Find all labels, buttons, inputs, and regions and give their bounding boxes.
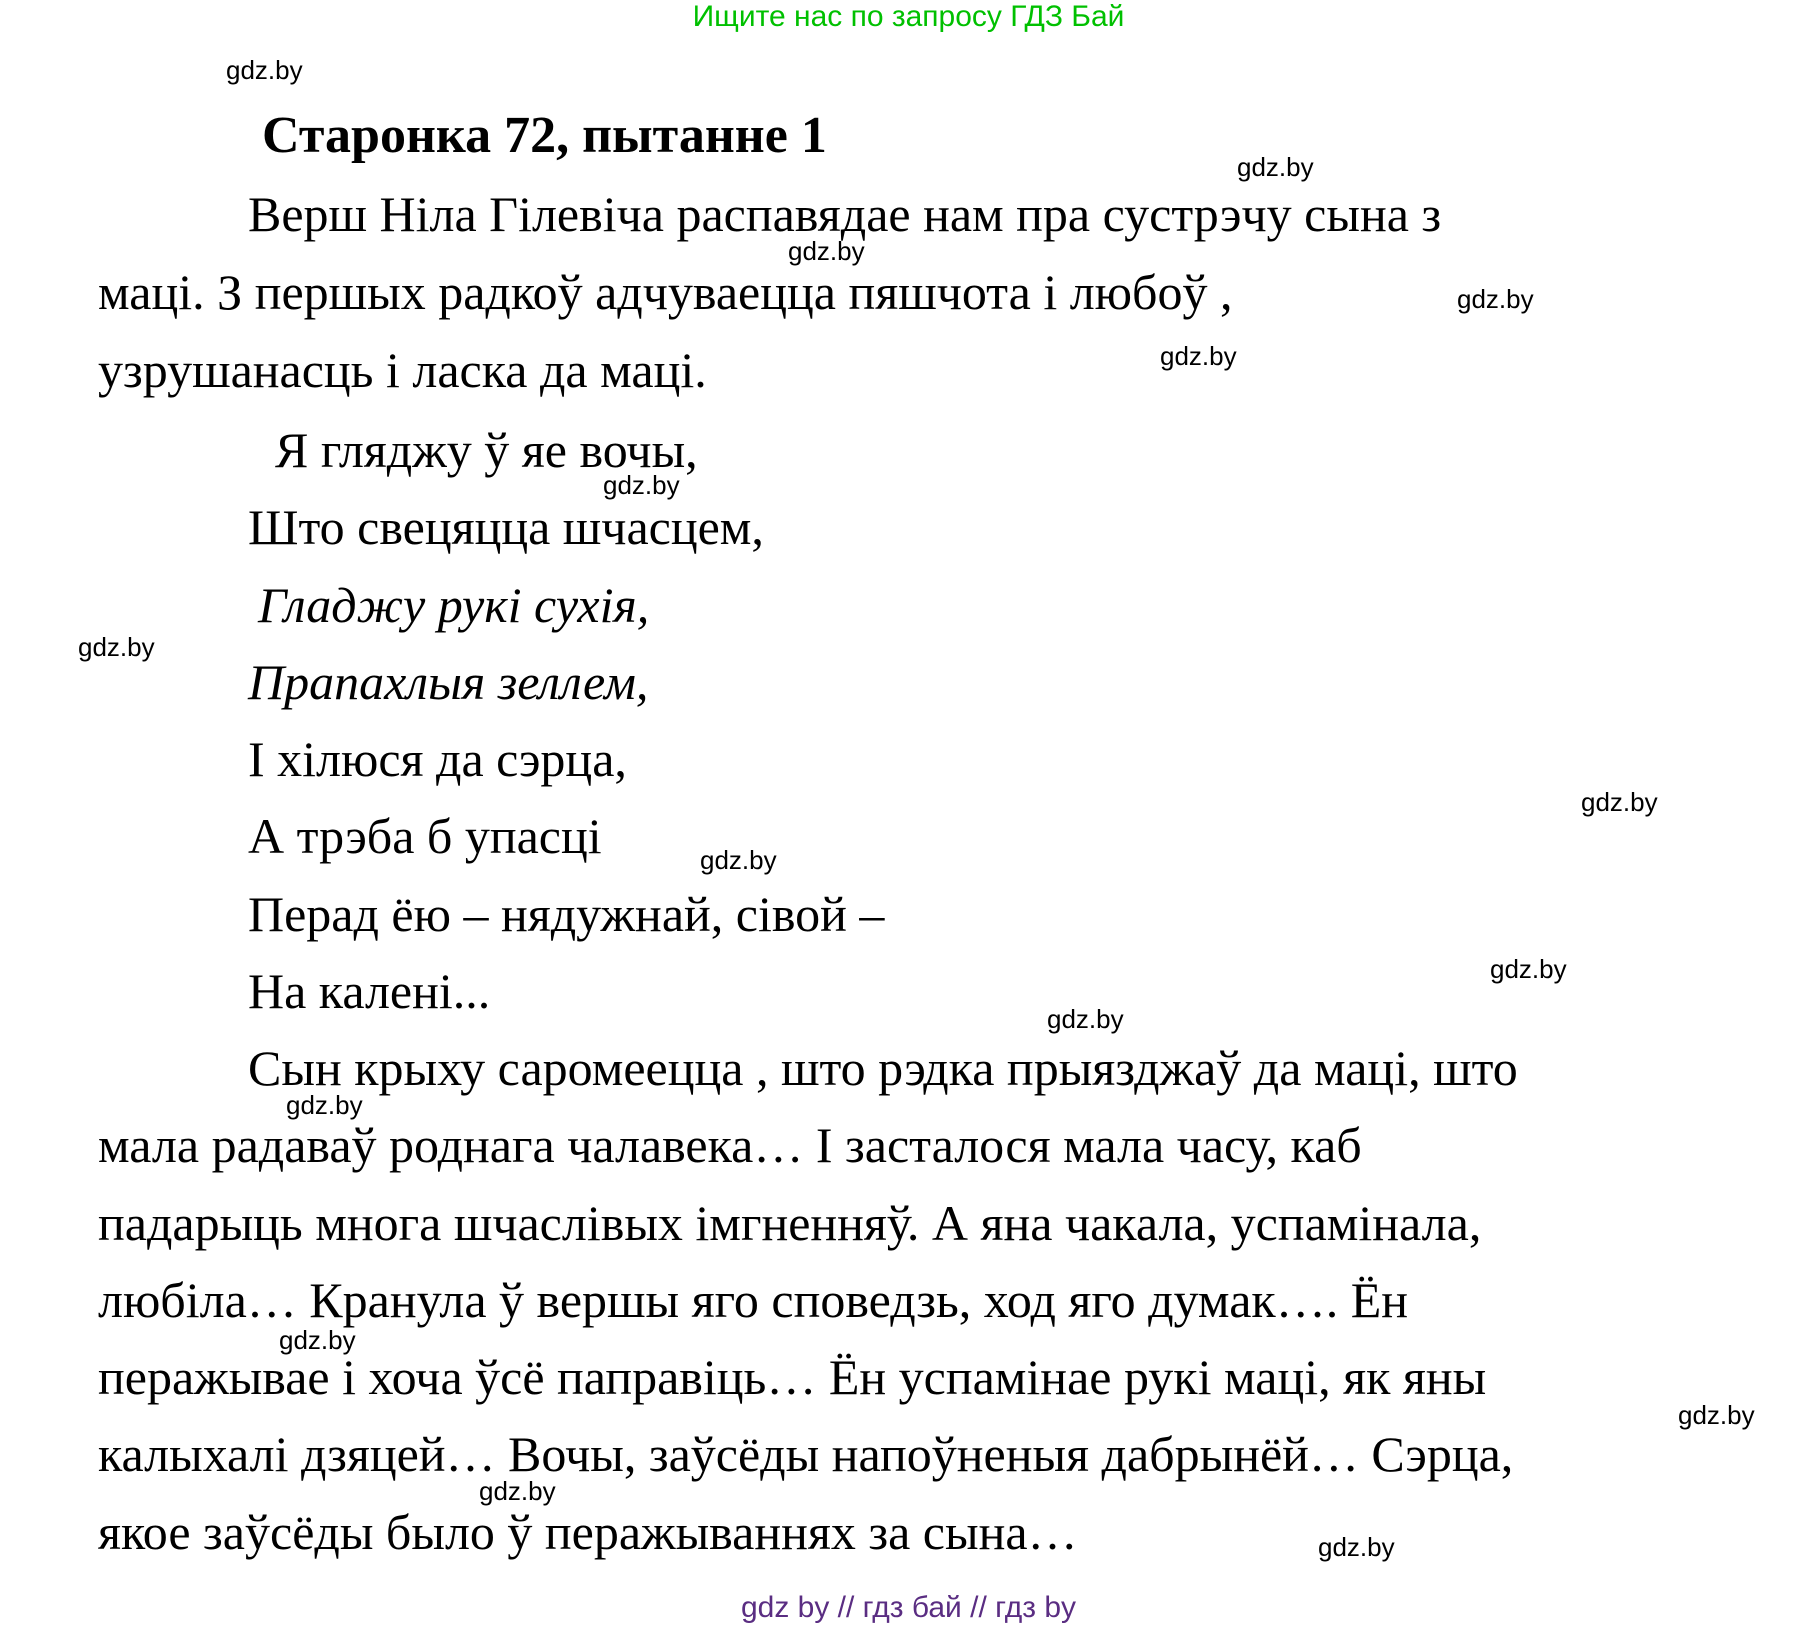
paragraph-line: перажывае і хоча ўсё паправіць… Ён успамінае рукі маці, як яны [98,1349,1487,1405]
footer-links: gdz by // гдз бай // гдз by [740,1591,1077,1624]
poem-line: Што свецяцца шчасцем, [248,499,764,555]
poem-line: Я гляджу ў яе вочы, [275,422,698,478]
watermark: gdz.by [279,1325,356,1355]
watermark: gdz.by [1318,1532,1395,1562]
poem-line: І хілюся да сэрца, [248,731,627,787]
poem-line: А трэба б упасці [248,808,602,864]
watermark: gdz.by [700,845,777,875]
poem-line: Перад ёю – нядужнай, сівой – [248,886,885,942]
poem-line: На калені... [248,963,491,1019]
paragraph-line: Сын крыху саромеецца , што рэдка прыязджаў да маці, што [248,1040,1518,1096]
watermark: gdz.by [1581,787,1658,817]
poem-line: Прапахлыя зеллем, [248,654,649,710]
paragraph-line: якое заўсёды было ў перажываннях за сына… [98,1504,1078,1560]
watermark: gdz.by [479,1476,556,1506]
poem-line: Гладжу рукі сухія, [258,577,650,633]
paragraph-line: Верш Ніла Гілевіча распавядае нам пра сустрэчу сына з [248,186,1442,242]
watermark: gdz.by [603,470,680,500]
watermark: gdz.by [1457,284,1534,314]
top-banner: Ищите нас по запросу ГДЗ Бай [692,0,1125,33]
watermark: gdz.by [1678,1400,1755,1430]
watermark: gdz.by [226,55,303,85]
watermark: gdz.by [78,632,155,662]
paragraph-line: калыхалі дзяцей… Вочы, заўсёды напоўненыя дабрынёй… Сэрца, [98,1426,1514,1482]
watermark: gdz.by [1237,152,1314,182]
paragraph-line: мала радаваў роднага чалавека… І засталося мала часу, каб [98,1117,1362,1173]
watermark: gdz.by [1047,1004,1124,1034]
page-title: Старонка 72, пытанне 1 [262,107,827,164]
watermark: gdz.by [1490,954,1567,984]
paragraph-line: маці. З першых радкоў адчуваецца пяшчота і любоў , [98,264,1233,320]
watermark: gdz.by [1160,341,1237,371]
paragraph-line: любіла… Кранула ў вершы яго споведзь, ход яго думак…. Ён [98,1272,1409,1328]
watermark: gdz.by [286,1090,363,1120]
watermark: gdz.by [788,236,865,266]
paragraph-line: падарыць многа шчаслівых імгненняў. А яна чакала, успамінала, [98,1195,1482,1251]
paragraph-line: узрушанасць і ласка да маці. [98,342,707,398]
